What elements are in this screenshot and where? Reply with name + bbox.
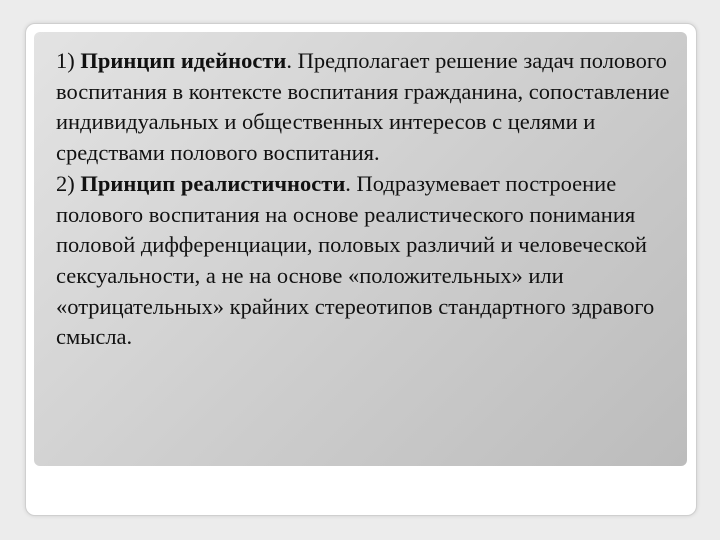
principle-body: . Предполагает решение задач полового воспитания в контексте воспитания гражданина, сопоставление индивидуальных и общественных интересов с целями и средствами полового воспитания.: [56, 48, 670, 166]
paragraph-number: 1): [56, 48, 75, 73]
principle-paragraph-2: [56, 169, 678, 353]
principle-body: . Подразумевает построение полового воспитания на основе реалистического понимания половой дифференциации, половых различий и человеческой сексуальности, а не на основе «положительных» или «отрицательных» крайних стереотипов стандартного здравого смысла.: [56, 170, 655, 350]
slide-text: [56, 46, 678, 353]
principle-heading: Принцип реалистичности: [80, 170, 346, 196]
principle-paragraph-1: [56, 46, 678, 169]
paragraph-number: 2): [56, 170, 75, 196]
principle-heading: Принцип идейности: [80, 48, 287, 73]
